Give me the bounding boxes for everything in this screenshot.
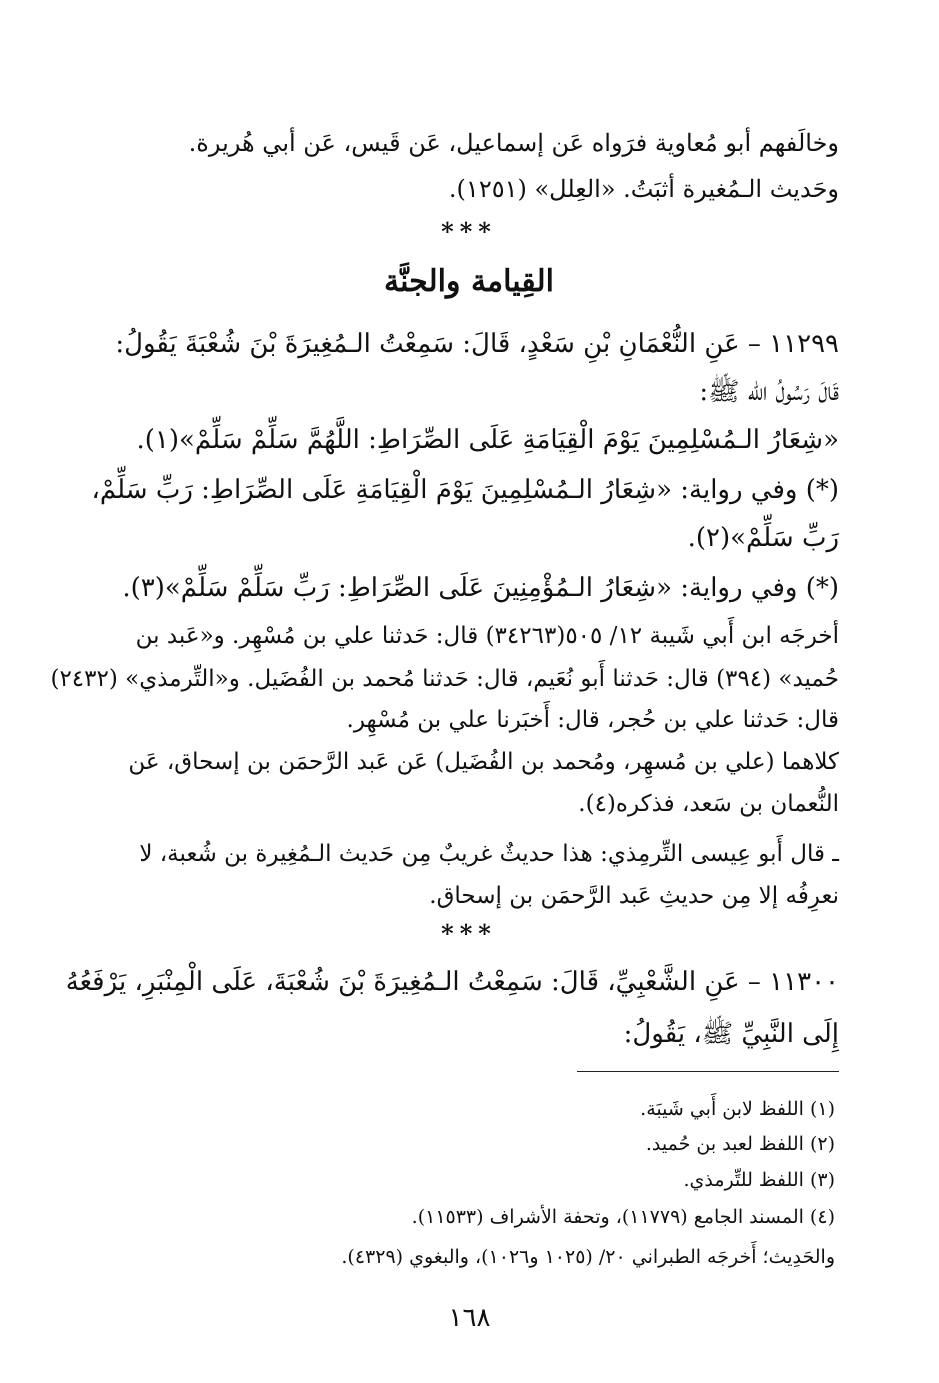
hadith-header: قَالَ رَسُولُ الله ﷺ:	[699, 377, 839, 407]
page-number: ١٦٨	[448, 1303, 491, 1333]
separator: ***	[441, 919, 497, 948]
hadith-text: «شِعَارُ الـمُسْلِمِينَ يَوْمَ الْقِيَامَةِ عَلَى الصِّرَاطِ: اللَّهُمَّ سَلِّمْ سَلِّمْ»(١).	[136, 425, 839, 455]
hadith-variant: (*) وفي رواية: «شِعَارُ الـمُسْلِمِينَ يَوْمَ الْقِيَامَةِ عَلَى الصِّرَاطِ: رَبِّ سَلِّمْ،	[91, 475, 839, 505]
takhrij-line: كلاهما (علي بن مُسهِر، ومُحمد بن الفُضَيل) عَن عَبد الرَّحمَن بن إسحاق، عَن	[128, 749, 839, 775]
footnote-rule	[577, 1071, 839, 1072]
footnote: والحَدِيث؛ أَخرجَه الطبراني ٢٠/ (١٠٢٥ و١٠٢٦)، والبغوي (٤٣٢٩).	[341, 1246, 835, 1268]
hadith-variant: (*) وفي رواية: «شِعَارُ الـمُؤْمِنِينَ عَلَى الصِّرَاطِ: رَبِّ سَلِّمْ سَلِّمْ»(٣).	[122, 573, 839, 603]
hadith-variant: رَبِّ سَلِّمْ»(٢).	[687, 523, 839, 553]
text-line: وخالَفهم أبو مُعاوية فرَواه عَن إسماعيل، عَن قَيس، عَن أبي هُريرة.	[188, 129, 839, 157]
takhrij-line: أخرجَه ابن أَبي شَيبة ١٢/ ٥٠٥(٣٤٢٦٣) قال: حَدثنا علي بن مُسْهِر. و«عَبد بن	[135, 623, 839, 649]
footnote: (١) اللفظ لابن أَبي شَيبَة.	[640, 1098, 835, 1120]
section-title: القِيامة والجنَّة	[384, 264, 554, 299]
hadith-header: إِلَى النَّبِيِّ ﷺ، يَقُولُ:	[623, 1019, 839, 1049]
footnote: (٤) المسند الجامع (١١٧٧٩)، وتحفة الأشراف (١١٥٣٣).	[411, 1206, 835, 1228]
takhrij-line: النُّعمان بن سَعد، فذكره(٤).	[578, 791, 839, 817]
takhrij-line: حُميد» (٣٩٤) قال: حَدثنا أَبو نُعَيم، قال: حَدثنا مُحمد بن الفُضَيل. و«التِّرمذي» (٢٤٣٢)	[50, 666, 839, 692]
takhrij-line: نعرِفُه إلا مِن حديثِ عَبد الرَّحمَن بن إسحاق.	[429, 883, 839, 909]
takhrij-line: ـ قال أَبو عِيسى التِّرمِذي: هذا حديثٌ غريبٌ مِن حَديث الـمُغِيرة بن شُعبة، لا	[139, 841, 839, 867]
hadith-header: ١١٢٩٩ – عَنِ النُّعْمَانِ بْنِ سَعْدٍ، قَالَ: سَمِعْتُ الـمُغِيرَةَ بْنَ شُعْبَةَ يَقُولُ:	[115, 329, 839, 359]
text-line: وحَديث الـمُغيرة أثبَتُ. «العِلل» (١٢٥١).	[448, 175, 839, 203]
hadith-header: ١١٣٠٠ – عَنِ الشَّعْبِيِّ، قَالَ: سَمِعْتُ الـمُغِيرَةَ بْنَ شُعْبَةَ، عَلَى الْمِنْبَرِ، يَرْفَعُهُ	[65, 967, 839, 997]
footnote: (٣) اللفظ للتِّرمذي.	[683, 1169, 835, 1191]
footnote: (٢) اللفظ لعبد بن حُميد.	[645, 1133, 835, 1155]
separator: ***	[441, 217, 497, 246]
takhrij-line: قال: حَدثنا علي بن حُجر، قال: أَخبَرنا علي بن مُسْهِر.	[346, 707, 839, 733]
